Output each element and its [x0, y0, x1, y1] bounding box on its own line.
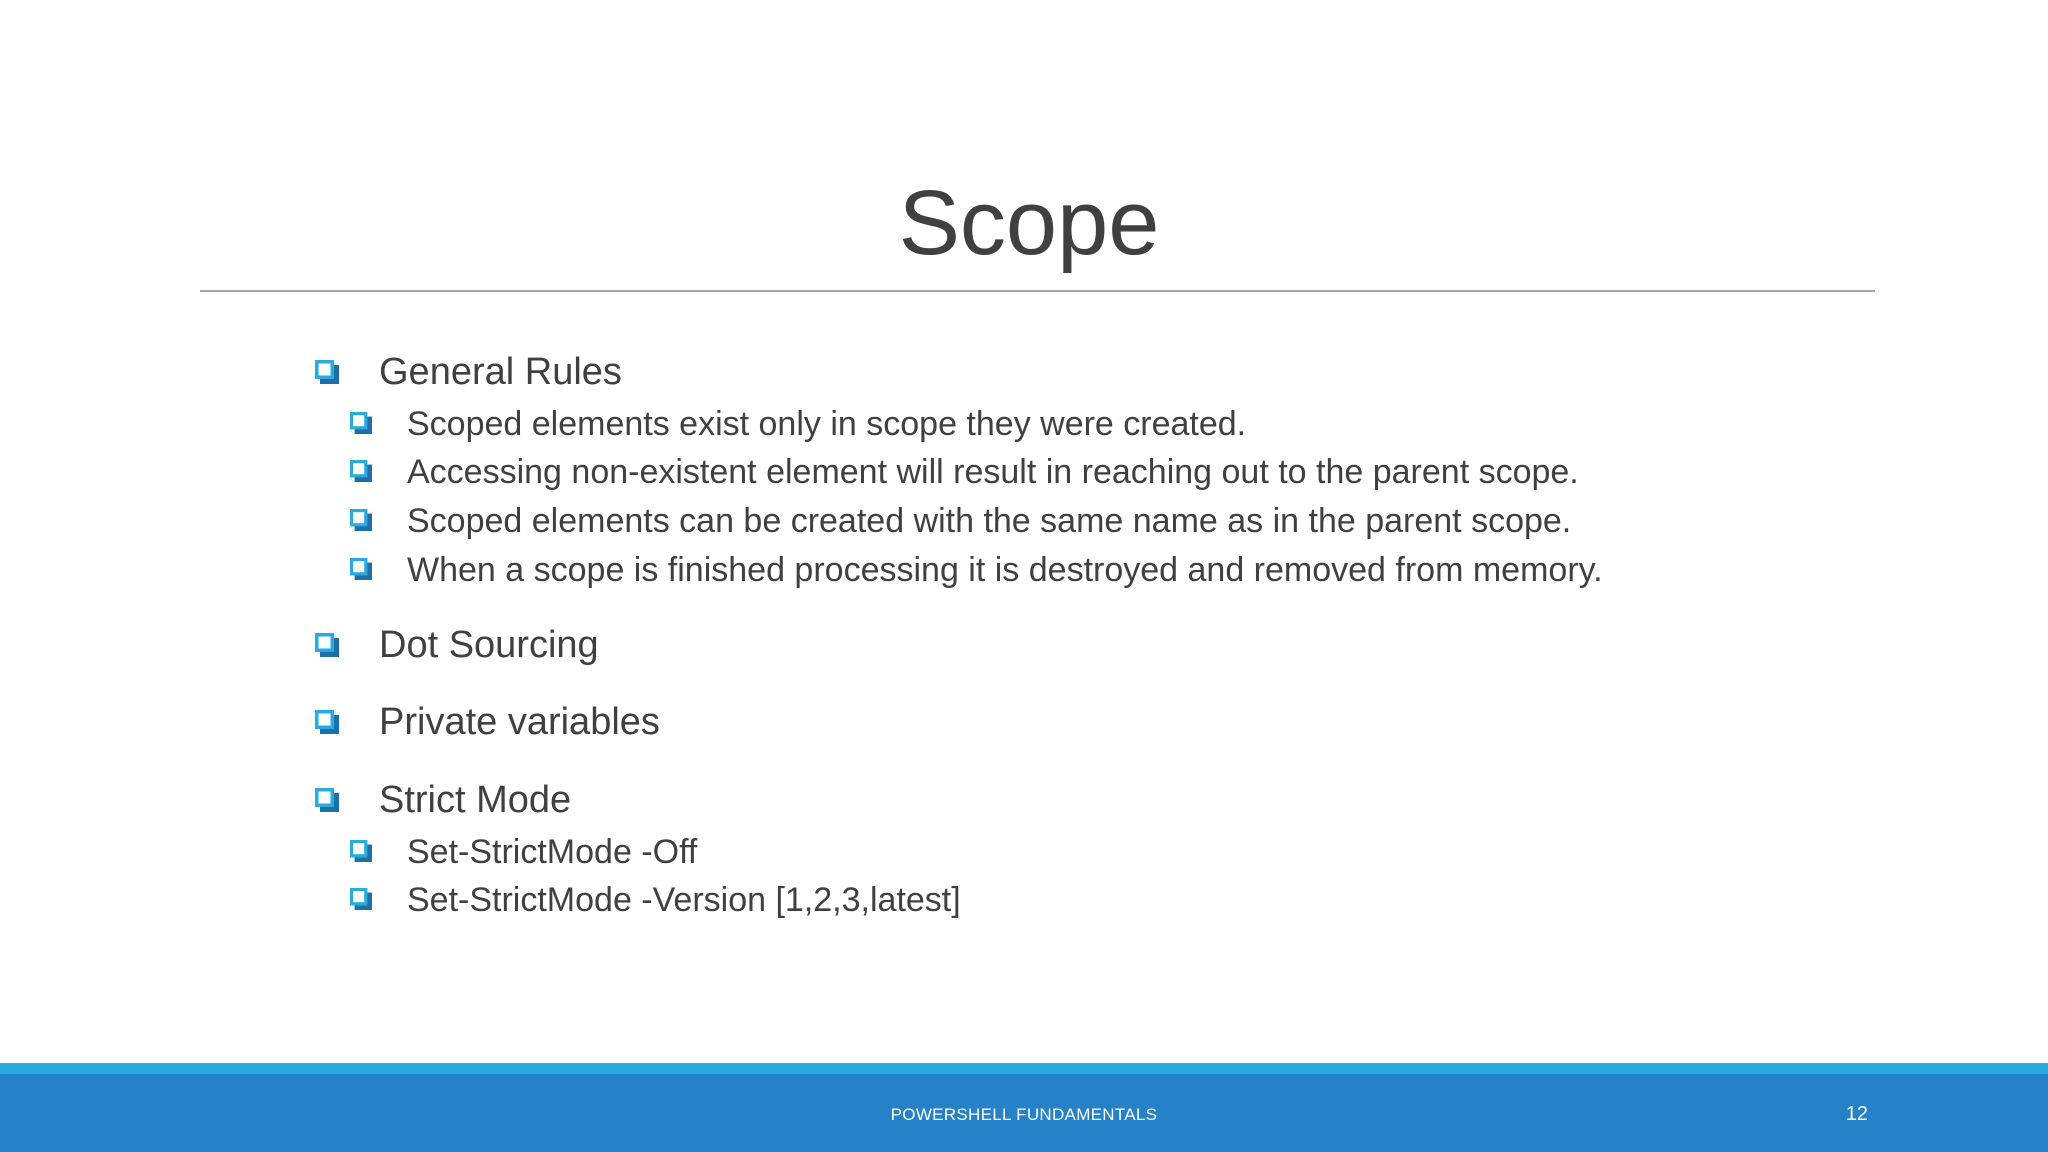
bullet-text: Dot Sourcing: [379, 623, 599, 666]
sub-bullet-text: Set-StrictMode -Version [1,2,3,latest]: [407, 881, 961, 920]
sub-bullet-text: Set-StrictMode -Off: [407, 832, 698, 871]
sub-bullet-text: Scoped elements can be created with the same name as in the parent scope.: [407, 502, 1572, 541]
sub-bullet: [315, 404, 1915, 445]
hollow-square-bullet-icon: [350, 509, 372, 531]
hollow-square-bullet-icon: [350, 840, 372, 862]
sub-bullet-text: Scoped elements exist only in scope they were created.: [407, 404, 1247, 443]
page-number: 12: [1845, 1103, 1868, 1125]
bullet-strict-mode: [315, 778, 1915, 824]
title-divider: [200, 290, 1875, 292]
hollow-square-bullet-icon: [315, 633, 339, 657]
hollow-square-bullet-icon: [350, 412, 372, 434]
sub-bullet: [315, 832, 1915, 873]
hollow-square-bullet-icon: [350, 888, 372, 910]
sub-bullet-text: Accessing non-existent element will result in reaching out to the parent scope.: [407, 453, 1579, 492]
sub-bullet-text: When a scope is finished processing it is destroyed and removed from memory.: [407, 550, 1603, 589]
footer-title: POWERSHELL FUNDAMENTALS: [890, 1105, 1158, 1124]
hollow-square-bullet-icon: [350, 558, 372, 580]
hollow-square-bullet-icon: [315, 710, 339, 734]
bullet-private-variables: [315, 700, 1915, 746]
bullet-text: Strict Mode: [379, 778, 572, 821]
sub-bullet: [315, 501, 1915, 542]
sub-bullet: [315, 550, 1915, 591]
sub-bullet: [315, 880, 1915, 921]
bullet-dot-sourcing: [315, 623, 1915, 669]
sub-bullet: [315, 452, 1915, 493]
hollow-square-bullet-icon: [315, 788, 339, 812]
hollow-square-bullet-icon: [350, 460, 372, 482]
bullet-text: Private variables: [379, 701, 660, 744]
bullet-list: [315, 350, 1915, 921]
hollow-square-bullet-icon: [315, 360, 339, 384]
bullet-general-rules: [315, 350, 1915, 396]
slide-title: Scope: [898, 172, 1160, 274]
footer-accent-stripe: [0, 1063, 2048, 1074]
bullet-text: General Rules: [379, 351, 622, 393]
